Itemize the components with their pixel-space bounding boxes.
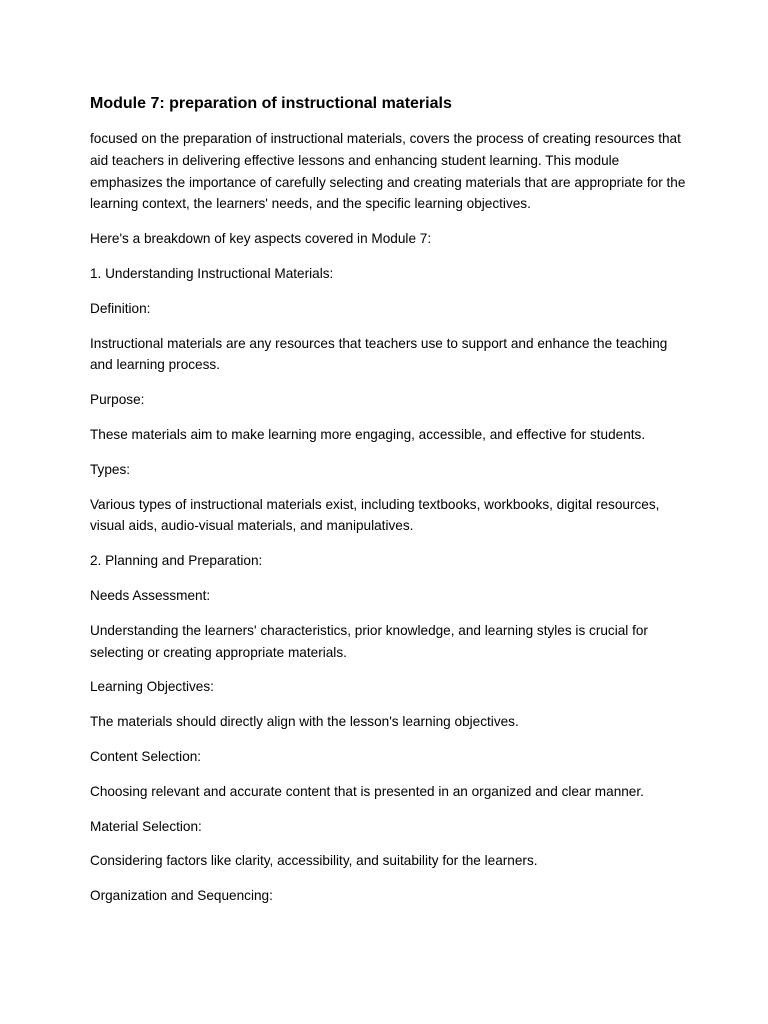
label-purpose: Purpose: <box>90 392 145 408</box>
definition-text: Instructional materials are any resources that teachers use to support and enhance the teaching and learning process. <box>90 335 668 373</box>
page-title: Module 7: preparation of instructional materials <box>90 95 452 112</box>
section-heading-understanding: 1. Understanding Instructional Materials: <box>90 265 334 281</box>
label-needs-assessment: Needs Assessment: <box>90 587 211 603</box>
material-selection-text: Considering factors like clarity, accessibility, and suitability for the learners. <box>90 853 538 869</box>
label-learning-objectives: Learning Objectives: <box>90 679 214 695</box>
needs-assessment-text: Understanding the learners' characteristics, prior knowledge, and learning styles is crucial for selecting or creating appropriate materials. <box>90 622 648 660</box>
label-material-selection: Material Selection: <box>90 818 202 834</box>
label-types: Types: <box>90 461 131 477</box>
types-text: Various types of instructional materials exist, including textbooks, workbooks, digital resources, visual aids, audio-visual materials, and manipulatives. <box>90 496 660 534</box>
label-content-selection: Content Selection: <box>90 748 202 764</box>
purpose-text: These materials aim to make learning more engaging, accessible, and effective for students. <box>90 426 646 442</box>
label-definition: Definition: <box>90 300 151 316</box>
document-body <box>90 92 690 920</box>
breakdown-intro: Here's a breakdown of key aspects covered in Module 7: <box>90 231 432 247</box>
content-selection-text: Choosing relevant and accurate content that is presented in an organized and clear manner. <box>90 783 644 799</box>
intro-paragraph: focused on the preparation of instructional materials, covers the process of creating resources that aid teachers in delivering effective lessons and enhancing student learning. This module emphasizes the importance of carefully selecting and creating materials that are appropriate for the learning context, the learners' needs, and the specific learning objectives. <box>90 131 686 212</box>
section-heading-planning: 2. Planning and Preparation: <box>90 553 263 569</box>
learning-objectives-text: The materials should directly align with the lesson's learning objectives. <box>90 714 519 730</box>
label-organization-sequencing: Organization and Sequencing: <box>90 888 273 904</box>
